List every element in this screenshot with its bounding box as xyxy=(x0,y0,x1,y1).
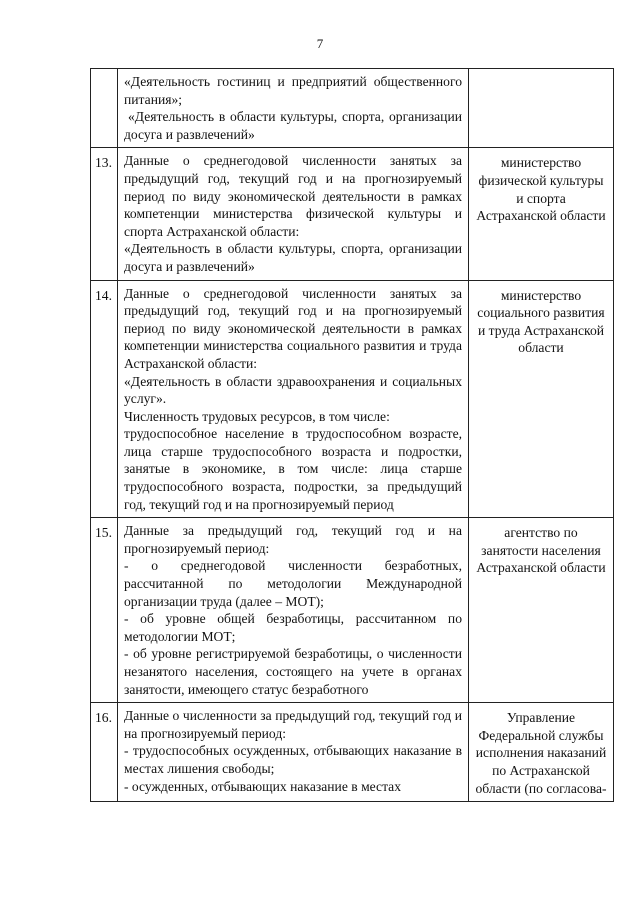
description-line: Данные о среднегодовой численности занятых за предыдущий год, текущий год и на прогнозируемый период по виду экономической деятельности в рамках компетенции министерства социального развития и труда Астраханской области: xyxy=(124,285,462,371)
table-row xyxy=(91,69,614,148)
description-line: «Деятельность в области здравоохранения и социальных услуг». xyxy=(124,373,462,407)
description-line: «Деятельность гостиниц и предприятий общественного питания»; xyxy=(124,74,462,107)
description-line: - трудоспособных осужденных, отбывающих наказание в местах лишения свободы; xyxy=(124,743,462,776)
row-number xyxy=(91,69,118,148)
row-description xyxy=(118,518,469,703)
row-description xyxy=(118,280,469,518)
row-number: 14. xyxy=(91,280,118,518)
row-responsible: агентство по занятости населения Астраханской области xyxy=(469,518,614,703)
table-row xyxy=(91,703,614,802)
description-line: - об уровне общей безработицы, рассчитанном по методологии МОТ; xyxy=(124,611,462,644)
page-number: 7 xyxy=(316,36,324,51)
row-responsible: министерство физической культуры и спорта Астраханской области xyxy=(469,148,614,280)
description-line: - о среднегодовой численности безработных, рассчитанной по методологии Международной организации труда (далее – МОТ); xyxy=(124,558,462,609)
description-line: Численность трудовых ресурсов, в том числе: xyxy=(124,408,390,424)
description-line: «Деятельность в области культуры, спорта, организации досуга и развлечений» xyxy=(124,109,462,142)
row-description xyxy=(118,703,469,802)
document-table xyxy=(90,68,614,802)
row-responsible xyxy=(469,69,614,148)
description-line: Данные за предыдущий год, текущий год и на прогнозируемый период: xyxy=(124,523,462,556)
description-line: - об уровне регистрируемой безработицы, о численности незанятого населения, состоящего на учете в органах занятости, имеющего статус безработного xyxy=(124,646,462,697)
row-number: 13. xyxy=(91,148,118,280)
row-responsible: Управление Федеральной службы исполнения наказаний по Астраханской области (по согласова- xyxy=(469,703,614,802)
table-row xyxy=(91,148,614,280)
table-row xyxy=(91,518,614,703)
row-responsible: министерство социального развития и труда Астраханской области xyxy=(469,280,614,518)
table-row xyxy=(91,280,614,518)
row-number: 15. xyxy=(91,518,118,703)
row-number: 16. xyxy=(91,703,118,802)
row-description xyxy=(118,69,469,148)
description-line: Данные о численности за предыдущий год, текущий год и на прогнозируемый период: xyxy=(124,708,462,741)
description-line: «Деятельность в области культуры, спорта, организации досуга и развлечений» xyxy=(124,241,462,274)
description-line: - осужденных, отбывающих наказание в местах xyxy=(124,778,402,794)
description-line: трудоспособное население в трудоспособном возрасте, лица старше трудоспособного возраста и подростки, занятые в экономике, в том числе: лица старше трудоспособного возраста, подростки, за предыдущий год, текущий год и на прогнозируемый период xyxy=(124,426,462,512)
description-line: Данные о среднегодовой численности занятых за предыдущий год, текущий год и на прогнозируемый период по виду экономической деятельности в рамках компетенции министерства физической культуры и спорта Астраханской области: xyxy=(124,153,462,239)
row-description xyxy=(118,148,469,280)
